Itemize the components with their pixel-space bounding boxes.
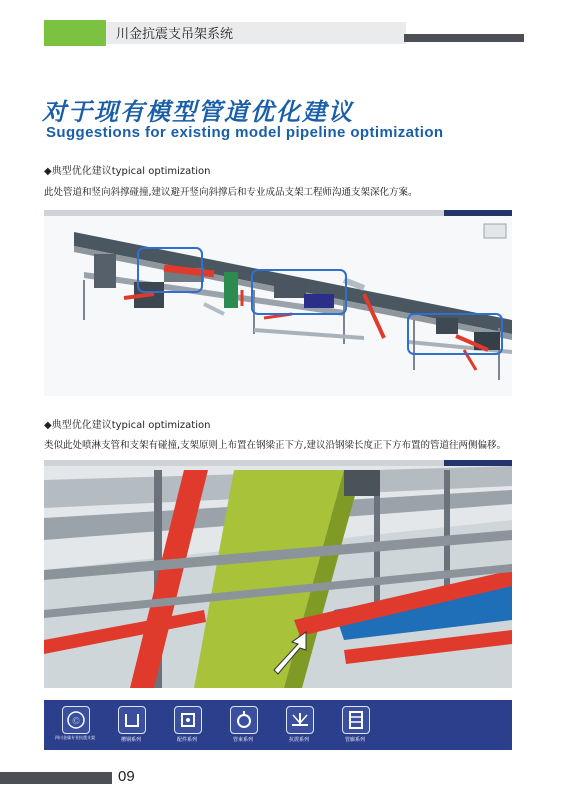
image1-top-bar: [44, 210, 512, 216]
series-label-fitting: 配件系列: [176, 737, 197, 743]
channel-icon: [118, 706, 146, 734]
series-tile-fitting[interactable]: [162, 706, 212, 748]
series-label-pipe-clamp: 管束系列: [232, 737, 253, 743]
header-title: 川金抗震支吊架系统: [116, 27, 234, 42]
footer-bar: [0, 772, 112, 784]
series-tile-seismic[interactable]: [274, 706, 324, 748]
logo-icon: [62, 706, 90, 734]
page-number: 09: [118, 768, 135, 785]
pipe-model-drawing-1: [44, 210, 512, 396]
image1-top-accent: [444, 210, 512, 216]
series-label-logo: 四川金属专业抗震支架: [55, 735, 95, 740]
image2-top-bar: [44, 460, 512, 466]
section1-body: 此处管道和竖向斜撑碰撞,建议避开竖向斜撑后和专业成品支架工程师沟通支架深化方案。: [44, 187, 418, 198]
fitting-icon: [174, 706, 202, 734]
seismic-icon: [286, 706, 314, 734]
gallery-icon: [342, 706, 370, 734]
pipe-clamp-icon: [230, 706, 258, 734]
series-tile-gallery[interactable]: [330, 706, 380, 748]
series-tile-logo[interactable]: [50, 706, 100, 748]
header-dark-strip: [404, 34, 524, 42]
page-subtitle: Suggestions for existing model pipeline optimization: [46, 124, 444, 141]
header-green-block: [44, 20, 106, 46]
product-series-bar: [44, 700, 512, 750]
section2-heading: ◆典型优化建议typical optimization: [44, 420, 211, 431]
model-image-2: [44, 460, 512, 688]
series-tile-channel[interactable]: [106, 706, 156, 748]
pipe-model-drawing-2: [44, 460, 512, 688]
series-label-seismic: 抗震系列: [288, 737, 309, 743]
page-title: 对于现有模型管道优化建议: [42, 98, 354, 126]
section2-body: 类似此处喷淋支管和支架有碰撞,支架原则上布置在钢梁正下方,建议沿钢梁长度正下方布置的管道往两侧偏移。: [44, 440, 507, 451]
svg-text:Ⓒ: Ⓒ: [72, 717, 80, 725]
series-label-channel: 槽钢系列: [120, 737, 141, 743]
model-image-1: [44, 210, 512, 396]
series-label-gallery: 管廊系列: [344, 737, 365, 743]
image2-top-accent: [444, 460, 512, 466]
series-tile-pipe-clamp[interactable]: [218, 706, 268, 748]
section1-heading: ◆典型优化建议typical optimization: [44, 166, 211, 177]
